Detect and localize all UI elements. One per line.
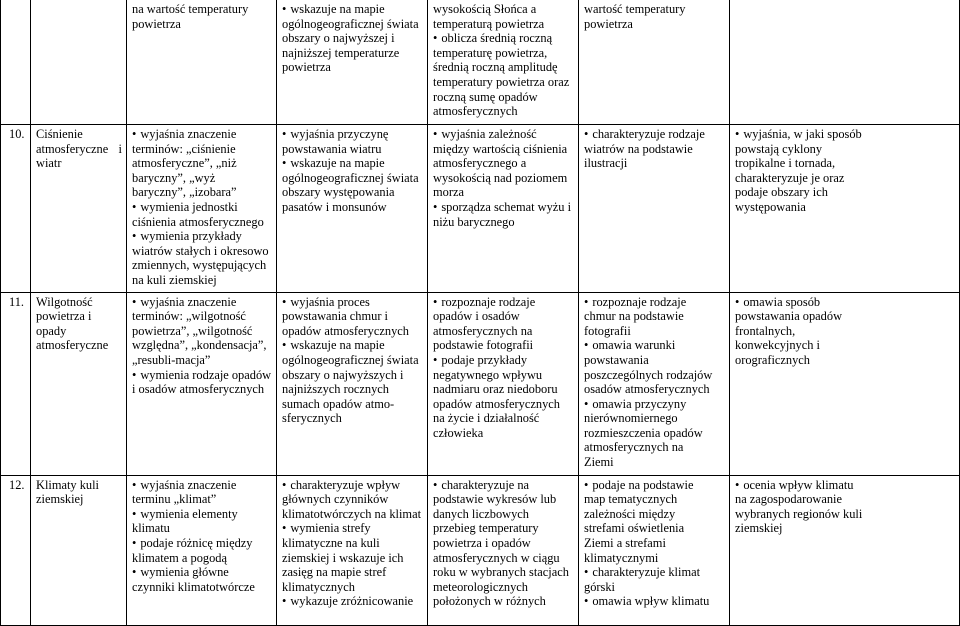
table-row: [1, 0, 960, 125]
topic-line: Ciśnienie: [36, 127, 83, 141]
bullet-item: • wymienia główne: [132, 565, 272, 580]
bullet-continuation: między wartością ciśnienia: [433, 141, 568, 156]
bullet-item: • wskazuje na mapie: [282, 156, 423, 171]
bullet-continuation: wiatrów stałych i okresowo: [132, 243, 269, 258]
topic-line: Klimaty kuli: [36, 477, 99, 492]
row-number-cell: 11.: [1, 292, 31, 475]
bullet-continuation: terminów: „wilgotność: [132, 309, 246, 324]
bullet-continuation: strefami oświetlenia: [584, 521, 685, 536]
bullet-continuation: ziemskiej i wskazuje ich: [282, 550, 404, 565]
bullet-continuation: powietrza”, „wilgotność: [132, 323, 253, 338]
bullet-item: • wskazuje na mapie: [282, 2, 423, 17]
grade-5-cell: [579, 0, 730, 125]
bullet-continuation: najniższych rocznych: [282, 382, 389, 397]
grade-4-cell: [428, 292, 579, 475]
bullet-continuation: wiatrów na podstawie: [584, 141, 693, 156]
grade-3-cell: [277, 0, 428, 125]
topic-line: atmosferyczne: [36, 338, 109, 353]
bullet-continuation: wybranych regionów kuli: [735, 506, 863, 521]
bullet-item: • omawia przyczyny: [584, 397, 725, 412]
bullet-continuation: baryczny”, „izobara”: [132, 185, 237, 200]
bullet-item: • charakteryzuje rodzaje: [584, 127, 725, 142]
bullet-item: • podaje na podstawie: [584, 478, 725, 493]
topic-line: opady: [36, 323, 67, 338]
bullet-continuation: temperaturą powietrza: [433, 16, 545, 31]
bullet-item: • oblicza średnią roczną: [433, 31, 574, 46]
bullet-item: • wyjaśnia przyczynę: [282, 127, 423, 142]
row-number-cell: 10.: [1, 125, 31, 293]
bullet-continuation: ogólnogeograficznej świata: [282, 16, 419, 31]
grade-5-cell: [579, 292, 730, 475]
bullet-continuation: obszary o najwyższych i: [282, 367, 404, 382]
bullet-continuation: wysokością Słońca a: [433, 2, 537, 16]
bullet-continuation: meteorologicznych: [433, 579, 528, 594]
bullet-continuation: negatywnego wpływu: [433, 367, 543, 382]
table-row: [1, 475, 960, 625]
bullet-continuation: atmosferycznego a: [433, 156, 527, 171]
bullet-continuation: sumach opadów atmo-: [282, 396, 395, 411]
bullet-item: • sporządza schemat wyżu i: [433, 200, 574, 215]
grade-6-cell: [730, 475, 960, 625]
bullet-continuation: na kuli ziemskiej: [132, 272, 217, 287]
bullet-item: • charakteryzuje wpływ: [282, 478, 423, 493]
bullet-item: • podaje różnicę między: [132, 536, 272, 551]
bullet-item: • omawia warunki: [584, 338, 725, 353]
grade-3-cell: [277, 475, 428, 625]
topic-cell: [31, 475, 127, 625]
bullet-item: • wymienia rodzaje opadów: [132, 368, 272, 383]
grade-2-cell: [127, 0, 277, 125]
bullet-continuation: położonych w różnych: [433, 594, 546, 609]
bullet-continuation: niżu barycznego: [433, 214, 515, 229]
bullet-item: • wyjaśnia, w jaki sposób: [735, 127, 955, 142]
bullet-continuation: temperatury powietrza oraz: [433, 74, 570, 89]
bullet-continuation: opadów atmosferycznych: [433, 396, 560, 411]
bullet-continuation: opadów atmosferycznych: [282, 323, 409, 338]
bullet-continuation: morza: [433, 185, 464, 200]
topic-cell: [31, 125, 127, 293]
bullet-continuation: zasięg na mapie stref: [282, 565, 387, 580]
bullet-item: • wskazuje na mapie: [282, 338, 423, 353]
bullet-continuation: ciśnienia atmosferycznego: [132, 214, 264, 229]
bullet-continuation: głównych czynników: [282, 492, 389, 507]
grade-6-cell: [730, 292, 960, 475]
topic-cell: [31, 0, 127, 125]
bullet-continuation: baryczny”, „wyż: [132, 170, 216, 185]
bullet-continuation: rozmieszczenia opadów: [584, 425, 703, 440]
bullet-continuation: podstawie wykresów lub: [433, 492, 557, 507]
bullet-item: • wymienia jednostki: [132, 200, 272, 215]
grade-5-cell: [579, 125, 730, 293]
bullet-continuation: powietrza i opadów: [433, 535, 531, 550]
grade-2-cell: [127, 475, 277, 625]
bullet-continuation: obszary o najwyższej i: [282, 31, 395, 46]
bullet-continuation: powstawania: [584, 352, 649, 367]
bullet-item: • charakteryzuje na: [433, 478, 574, 493]
bullet-continuation: na zagospodarowanie: [735, 492, 842, 507]
topic-line: wiatr: [36, 156, 62, 171]
bullet-continuation: tropikalne i tornada,: [735, 156, 836, 171]
table-row: [1, 292, 960, 475]
bullet-item: • podaje przykłady: [433, 353, 574, 368]
bullet-item: • wykazuje zróżnicowanie: [282, 594, 423, 609]
bullet-continuation: podaje obszary ich: [735, 185, 828, 200]
bullet-continuation: przebieg temperatury: [433, 521, 539, 536]
bullet-continuation: powietrza: [584, 16, 633, 31]
grade-3-cell: [277, 125, 428, 293]
table-row: [1, 125, 960, 293]
bullet-continuation: ogólnogeograficznej świata: [282, 352, 419, 367]
bullet-continuation: wartość temperatury: [584, 2, 686, 16]
bullet-continuation: zależności między: [584, 506, 676, 521]
bullet-continuation: czynniki klimatotwórcze: [132, 579, 255, 594]
bullet-continuation: chmur na podstawie: [584, 309, 684, 324]
bullet-continuation: atmosferycznych: [433, 104, 518, 119]
bullet-continuation: klimatycznych: [282, 579, 355, 594]
bullet-item: • wyjaśnia zależność: [433, 127, 574, 142]
topic-line: [36, 142, 122, 157]
bullet-continuation: powstają cyklony: [735, 141, 823, 156]
bullet-item: • wyjaśnia znaczenie: [132, 127, 272, 142]
bullet-item: • wymienia elementy: [132, 507, 272, 522]
bullet-item: • omawia wpływ klimatu: [584, 594, 725, 609]
bullet-continuation: człowieka: [433, 425, 484, 440]
bullet-continuation: nadmiaru oraz niedoboru: [433, 382, 558, 397]
topic-line: powietrza i: [36, 309, 92, 324]
bullet-continuation: sferycznych: [282, 411, 342, 426]
bullet-item: • wyjaśnia proces: [282, 295, 423, 310]
bullet-continuation: atmosferycznych na: [433, 323, 533, 338]
bullet-continuation: frontalnych,: [735, 323, 796, 338]
bullet-item: • wymienia przykłady: [132, 229, 272, 244]
bullet-continuation: klimatyczne na kuli: [282, 535, 380, 550]
bullet-continuation: zmiennych, występujących: [132, 258, 267, 273]
bullet-continuation: osadów atmosferycznych: [584, 382, 710, 397]
bullet-continuation: powstawania wiatru: [282, 141, 382, 156]
bullet-continuation: i osadów atmosferycznych: [132, 382, 265, 397]
topic-cell: [31, 292, 127, 475]
bullet-continuation: klimatotwórczych na klimat: [282, 506, 422, 521]
bullet-continuation: klimatem a pogodą: [132, 550, 227, 565]
bullet-continuation: obszary występowania: [282, 185, 395, 200]
bullet-item: • rozpoznaje rodzaje: [584, 295, 725, 310]
bullet-continuation: charakteryzuje je oraz: [735, 170, 845, 185]
grade-4-cell: [428, 125, 579, 293]
bullet-continuation: powstawania chmur i: [282, 309, 388, 324]
bullet-continuation: pasatów i monsunów: [282, 199, 387, 214]
topic-word: atmosferyczne: [36, 141, 109, 156]
grade-2-cell: [127, 125, 277, 293]
bullet-continuation: występowania: [735, 199, 806, 214]
bullet-continuation: najniższej temperaturze: [282, 45, 400, 60]
bullet-continuation: „resubli-macja”: [132, 352, 211, 367]
bullet-continuation: konwekcyjnych i: [735, 338, 820, 353]
bullet-continuation: atmosferycznych w ciągu: [433, 550, 560, 565]
bullet-continuation: ogólnogeograficznej świata: [282, 170, 419, 185]
cell-line: powietrza: [132, 16, 181, 31]
bullet-item: • wyjaśnia znaczenie: [132, 478, 272, 493]
bullet-continuation: poszczególnych rodzajów: [584, 367, 713, 382]
topic-word: i: [118, 141, 122, 156]
grade-4-cell: [428, 475, 579, 625]
bullet-item: • rozpoznaje rodzaje: [433, 295, 574, 310]
bullet-item: • omawia sposób: [735, 295, 955, 310]
bullet-item: • wyjaśnia znaczenie: [132, 295, 272, 310]
grade-2-cell: [127, 292, 277, 475]
bullet-item: • charakteryzuje klimat: [584, 565, 725, 580]
bullet-continuation: terminów: „ciśnienie: [132, 141, 236, 156]
row-number-cell: [1, 0, 31, 125]
bullet-continuation: ziemskiej: [735, 521, 783, 536]
grade-5-cell: [579, 475, 730, 625]
row-number-cell: 12.: [1, 475, 31, 625]
cell-line: na wartość temperatury: [132, 2, 249, 16]
bullet-continuation: orograficznych: [735, 352, 810, 367]
bullet-continuation: wysokością nad poziomem: [433, 170, 568, 185]
bullet-continuation: map tematycznych: [584, 492, 678, 507]
bullet-continuation: górski: [584, 579, 615, 594]
bullet-continuation: Ziemi a strefami: [584, 535, 666, 550]
grade-3-cell: [277, 292, 428, 475]
grade-6-cell: [730, 0, 960, 125]
bullet-continuation: podstawie fotografii: [433, 338, 534, 353]
bullet-continuation: fotografii: [584, 323, 631, 338]
bullet-continuation: Ziemi: [584, 455, 614, 470]
bullet-continuation: klimatycznymi: [584, 550, 659, 565]
bullet-continuation: atmosferyczne”, „niż: [132, 156, 237, 171]
grade-6-cell: [730, 125, 960, 293]
bullet-continuation: atmosferycznych na: [584, 440, 684, 455]
bullet-continuation: roczną sumę opadów: [433, 89, 538, 104]
bullet-item: • ocenia wpływ klimatu: [735, 478, 955, 493]
bullet-continuation: roku w wybranych stacjach: [433, 565, 569, 580]
bullet-continuation: na życie i działalność: [433, 411, 540, 426]
bullet-continuation: względna”, „kondensacja”,: [132, 338, 267, 353]
bullet-continuation: powietrza: [282, 60, 331, 75]
topic-line: ziemskiej: [36, 492, 84, 507]
bullet-continuation: terminu „klimat”: [132, 492, 217, 507]
bullet-continuation: nierównomiernego: [584, 411, 678, 426]
bullet-continuation: powstawania opadów: [735, 309, 843, 324]
bullet-continuation: średnią roczną amplitudę: [433, 60, 558, 75]
bullet-continuation: danych liczbowych: [433, 506, 529, 521]
bullet-item: • wymienia strefy: [282, 521, 423, 536]
bullet-continuation: opadów i osadów: [433, 309, 520, 324]
bullet-continuation: ilustracji: [584, 156, 628, 171]
topic-line: Wilgotność: [36, 294, 93, 309]
bullet-continuation: klimatu: [132, 521, 170, 536]
grade-4-cell: [428, 0, 579, 125]
bullet-continuation: temperaturę powietrza,: [433, 45, 548, 60]
